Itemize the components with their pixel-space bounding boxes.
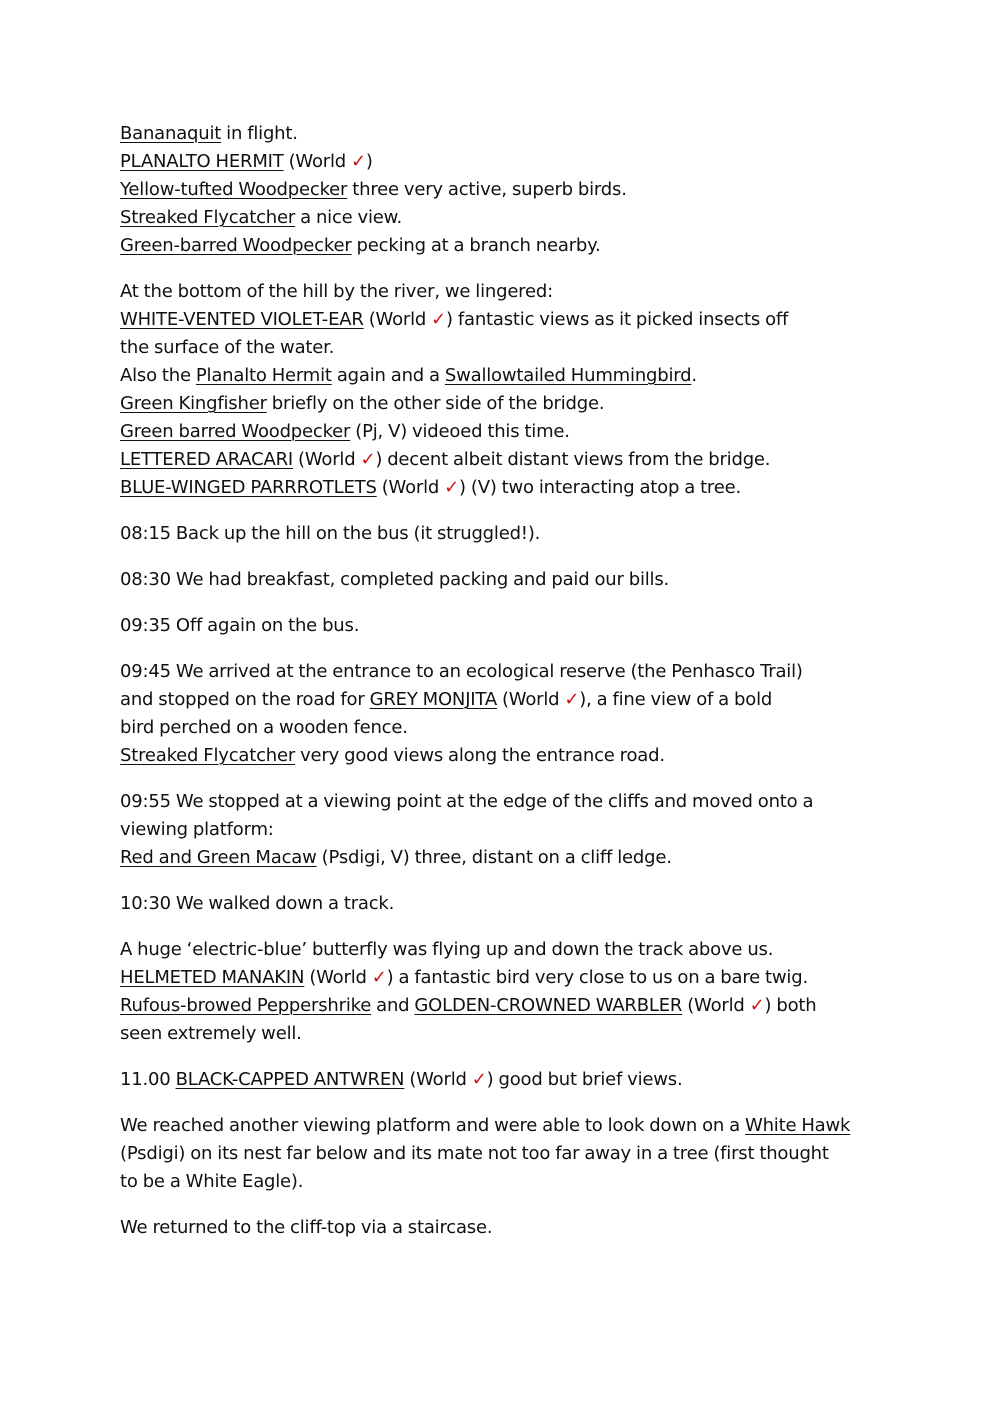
body-text: )	[365, 151, 373, 172]
checkmark-icon: ✓	[564, 689, 580, 710]
body-text: 09:55 We stopped at a viewing point at the edge of the cliffs and moved onto a	[120, 791, 814, 812]
body-text: viewing platform:	[120, 819, 274, 840]
body-text: again and a	[331, 365, 445, 386]
body-text: the surface of the water.	[120, 337, 335, 358]
paragraph	[120, 278, 880, 502]
paragraph	[120, 788, 880, 872]
body-text: ), a fine view of a bold	[579, 689, 773, 710]
species-name: Rufous-browed Peppershrike	[120, 995, 372, 1016]
body-text: 10:30 We walked down a track.	[120, 893, 395, 914]
species-name: Planalto Hermit	[195, 365, 332, 386]
species-name: BLACK-CAPPED ANTWREN	[175, 1069, 405, 1090]
species-name: Bananaquit	[120, 123, 222, 144]
body-text: ) (V) two interacting atop a tree.	[459, 477, 741, 498]
text-line	[120, 446, 880, 474]
checkmark-icon: ✓	[471, 1069, 487, 1090]
body-text: 08:30 We had breakfast, completed packing and paid our bills.	[120, 569, 670, 590]
body-text: bird perched on a wooden fence.	[120, 717, 408, 738]
checkmark-icon: ✓	[351, 151, 366, 172]
body-text: At the bottom of the hill by the river, we lingered:	[120, 281, 553, 302]
paragraph	[120, 1112, 880, 1196]
text-line	[120, 474, 880, 502]
body-text: (World	[363, 309, 432, 330]
text-line	[120, 844, 880, 872]
text-line	[120, 390, 880, 418]
text-line	[120, 176, 880, 204]
body-text: (World	[376, 477, 445, 498]
text-line	[120, 306, 880, 334]
species-name: BLUE-WINGED PARRROTLETS	[120, 477, 377, 498]
text-line	[120, 148, 880, 176]
species-name: Green-barred Woodpecker	[120, 235, 352, 256]
species-name: Streaked Flycatcher	[120, 745, 296, 766]
text-line	[120, 936, 880, 964]
checkmark-icon: ✓	[749, 995, 765, 1016]
body-text: ) both	[764, 995, 817, 1016]
body-text: A huge ‘electric-blue’ butterfly was flying up and down the track above us.	[120, 939, 774, 960]
text-line	[120, 232, 880, 260]
body-text: (World	[283, 151, 352, 172]
species-name: Green Kingfisher	[120, 393, 267, 414]
paragraph	[120, 1214, 880, 1242]
paragraph	[120, 936, 880, 1048]
text-line	[120, 566, 880, 594]
text-line	[120, 992, 880, 1020]
body-text: and stopped on the road for	[120, 689, 370, 710]
body-text: briefly on the other side of the bridge.	[266, 393, 605, 414]
species-name: GOLDEN-CROWNED WARBLER	[414, 995, 683, 1016]
species-name: LETTERED ARACARI	[120, 449, 293, 470]
body-text: seen extremely well.	[120, 1023, 302, 1044]
text-line	[120, 1214, 880, 1242]
body-text: in flight.	[221, 123, 298, 144]
paragraph	[120, 890, 880, 918]
checkmark-icon: ✓	[431, 309, 447, 330]
body-text: three very active, superb birds.	[347, 179, 627, 200]
paragraph	[120, 520, 880, 548]
text-line	[120, 686, 880, 714]
body-text: Also the	[120, 365, 196, 386]
body-text: (World	[304, 967, 372, 988]
species-name: Swallowtailed Hummingbird	[444, 365, 692, 386]
text-line	[120, 816, 880, 844]
checkmark-icon: ✓	[360, 449, 376, 470]
paragraph	[120, 120, 880, 260]
species-name: Streaked Flycatcher	[120, 207, 296, 228]
paragraph	[120, 612, 880, 640]
document-page	[120, 120, 880, 1260]
text-line	[120, 612, 880, 640]
paragraph	[120, 1066, 880, 1094]
text-line	[120, 204, 880, 232]
body-text: (World	[404, 1069, 472, 1090]
text-line	[120, 520, 880, 548]
body-text: ) a fantastic bird very close to us on a bare twig.	[386, 967, 808, 988]
text-line	[120, 890, 880, 918]
text-line	[120, 742, 880, 770]
body-text: We reached another viewing platform and were able to look down on a	[120, 1115, 745, 1136]
body-text: (World	[496, 689, 565, 710]
text-line	[120, 964, 880, 992]
text-line	[120, 418, 880, 446]
species-name: White Hawk	[744, 1115, 851, 1136]
checkmark-icon: ✓	[371, 967, 387, 988]
text-line	[120, 788, 880, 816]
body-text: pecking at a branch nearby.	[351, 235, 601, 256]
body-text: 11.00	[120, 1069, 176, 1090]
body-text: (World	[293, 449, 361, 470]
body-text: a nice view.	[295, 207, 403, 228]
body-text: 09:45 We arrived at the entrance to an ecological reserve (the Penhasco Trail)	[120, 661, 803, 682]
species-name: Red and Green Macaw	[120, 847, 317, 868]
species-name: GREY MONJITA	[369, 689, 497, 710]
text-line	[120, 1066, 880, 1094]
body-text: ) fantastic views as it picked insects off	[446, 309, 789, 330]
body-text: .	[691, 365, 697, 386]
text-line	[120, 714, 880, 742]
paragraph	[120, 566, 880, 594]
body-text: very good views along the entrance road.	[295, 745, 665, 766]
body-text: ) decent albeit distant views from the bridge.	[375, 449, 771, 470]
body-text: 08:15 Back up the hill on the bus (it struggled!).	[120, 523, 541, 544]
body-text: We returned to the cliff-top via a staircase.	[120, 1217, 493, 1238]
text-line	[120, 120, 880, 148]
text-line	[120, 362, 880, 390]
text-line	[120, 1020, 880, 1048]
body-text: and	[371, 995, 415, 1016]
text-line	[120, 658, 880, 686]
species-name: Green barred Woodpecker	[120, 421, 351, 442]
species-name: HELMETED MANAKIN	[120, 967, 305, 988]
checkmark-icon: ✓	[444, 477, 460, 498]
body-text: 09:35 Off again on the bus.	[120, 615, 360, 636]
body-text: (Psdigi) on its nest far below and its mate not too far away in a tree (first thought	[120, 1143, 829, 1164]
body-text: ) good but brief views.	[486, 1069, 683, 1090]
body-text: (World	[682, 995, 750, 1016]
species-name: PLANALTO HERMIT	[120, 151, 284, 172]
paragraph	[120, 658, 880, 770]
text-line	[120, 1112, 880, 1140]
body-text: (Psdigi, V) three, distant on a cliff ledge.	[316, 847, 672, 868]
species-name: Yellow-tufted Woodpecker	[120, 179, 348, 200]
body-text: (Pj, V) videoed this time.	[350, 421, 570, 442]
text-line	[120, 278, 880, 306]
body-text: to be a White Eagle).	[120, 1171, 304, 1192]
species-name: WHITE-VENTED VIOLET-EAR	[120, 309, 364, 330]
text-line	[120, 1168, 880, 1196]
text-line	[120, 334, 880, 362]
text-line	[120, 1140, 880, 1168]
